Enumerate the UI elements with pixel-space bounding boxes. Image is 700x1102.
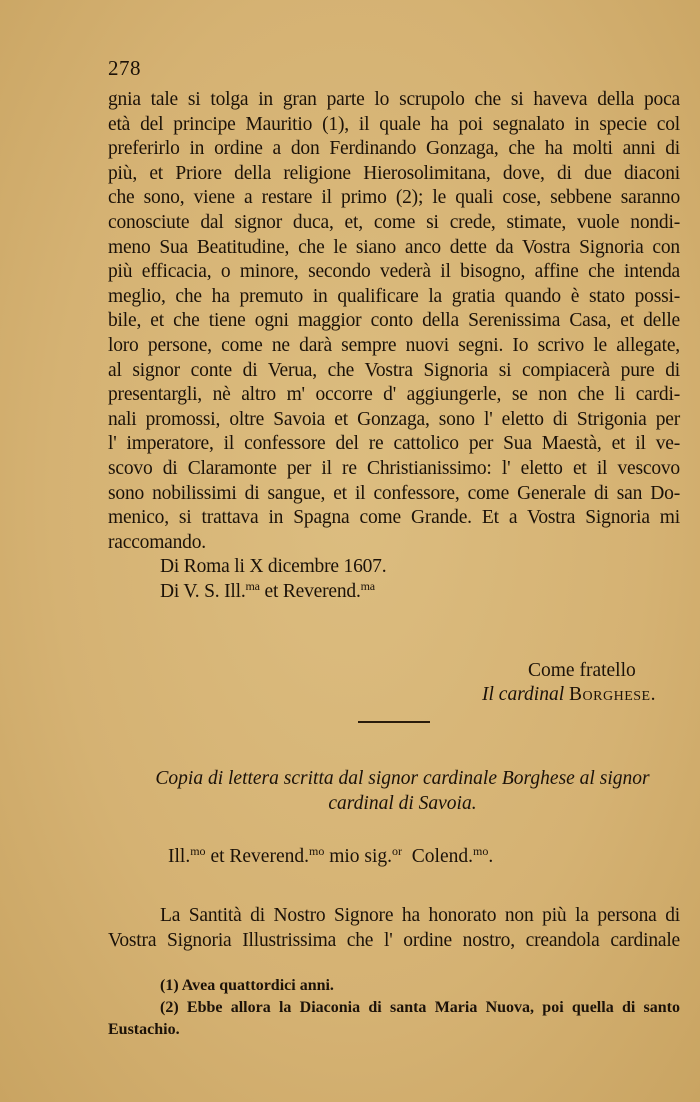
text-line: meno Sua Beatitudine, che le siano anco dette da Vostra Signoria con	[108, 236, 680, 258]
text-line: menico, si trattava in Spagna come Grande. Et a Vostra Signoria mi	[108, 507, 680, 529]
text-line: scovo di Claramonte per il re Christianissimo: l' eletto et il vescovo	[108, 457, 680, 479]
text-line: bile, et che tiene ogni maggior conto della Serenissima Casa, et delle	[108, 310, 680, 332]
signature-line: Il cardinal Borghese.	[482, 684, 656, 705]
footnote: Eustachio.	[108, 1021, 180, 1038]
address-line: Di V. S. Ill.$^{ma}$ et Reverend.$^{ma}$	[160, 578, 375, 602]
section-divider	[358, 721, 430, 723]
footnotes	[108, 975, 680, 1041]
text-line: La Santità di Nostro Signore ha honorato non più la persona di	[160, 905, 680, 926]
page-number: 278	[108, 56, 141, 80]
footnote: (2) Ebbe allora la Diaconia di santa Maria Nuova, poi quella di santo	[160, 999, 680, 1016]
closing-line: Come fratello	[528, 660, 636, 681]
text-line: preferirlo in ordine a don Ferdinando Gonzaga, che ha molti anni di	[108, 138, 680, 160]
text-line: nali promossi, oltre Savoia et Gonzaga, sono l' eletto di Strigonia per	[108, 408, 680, 430]
letter-body	[108, 88, 680, 604]
text-line: Vostra Signoria Illustrissima che l' ordine nostro, creandola cardinale	[108, 929, 680, 951]
text-line: sono nobilissimi di sangue, et il confessore, come Generale di san Do-	[108, 482, 680, 504]
letter-paragraph	[108, 904, 680, 953]
text-line: presentargli, nè altro m' occorre d' aggiungerle, se non che li cardi-	[108, 384, 680, 406]
text-line: più efficacia, o minore, secondo vederà il bisogno, affine che intenda	[108, 261, 680, 283]
text-line: più, et Priore della religione Hierosolimitana, dove, di due diaconi	[108, 162, 680, 184]
text-line: l' imperatore, il confessore del re cattolico per Sua Maestà, et il ve-	[108, 433, 680, 455]
text-line: loro persone, come ne darà sempre nuovi segni. Io scrivo le allegate,	[108, 334, 680, 356]
text-line: raccomando.	[108, 531, 206, 553]
text-line: gnia tale si tolga in gran parte lo scrupolo che si haveva della poca	[108, 89, 680, 110]
text-line: che sono, viene a restare il primo (2); le quali cose, sebbene saranno	[108, 187, 680, 209]
text-line: conosciute dal signor duca, et, come si crede, stimate, vuole nondi-	[108, 211, 680, 233]
salutation: Ill.$^{mo}$ et Reverend.$^{mo}$ mio sig.$^{or}$ Colend.$^{mo}$.	[168, 844, 494, 867]
text-line: meglio, che ha premuto in qualificare la gratia quando è stato possi-	[108, 285, 680, 307]
section-title: Copia di lettera scritta dal signor cardinale Borghese al signor cardinal di Savoia.	[155, 768, 650, 814]
footnote: (1) Avea quattordici anni.	[160, 977, 334, 994]
text-line: età del principe Mauritio (1), il quale ha poi segnalato in specie col	[108, 113, 680, 135]
text-line: al signor conte di Verua, che Vostra Signoria si compiacerà pure di	[108, 359, 680, 381]
date-line: Di Roma li X dicembre 1607.	[160, 556, 387, 578]
